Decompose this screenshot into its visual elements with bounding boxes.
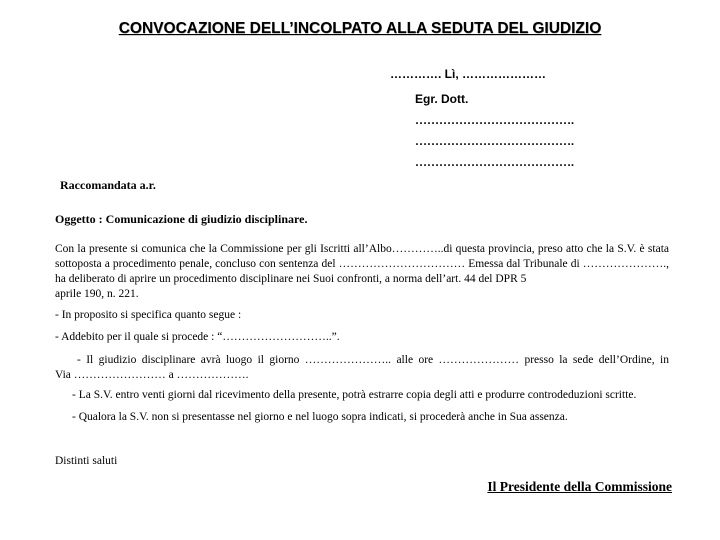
body-paragraph [55,242,669,302]
recipient-salutation: Egr. Dott. [415,92,469,106]
charge-line: - Addebito per il quale si procede : “………………………..”. [55,331,340,343]
document-title: CONVOCAZIONE DELL’INCOLPATO ALLA SEDUTA DEL GIUDIZIO [118,20,602,37]
hearing-line: - Il giudizio disciplinare avrà luogo il giorno ………………….. alle ore ………………… presso la sede dell’Ordine, in [77,354,669,366]
mail-type: Raccomandata a.r. [60,178,156,192]
body-paragraph-text: Con la presente si comunica che la Commissione per gli Iscritti all’Albo…………..di questa provincia, preso atto che la S.V. è stata sottoposta a procedimento penale, concluso con sentenza del …………………………… Emessa dal Tribunale di …………………., ha deliberato di aprire un procedimento disciplinare nei Suoi confronti, a norma dell’art. 44 del DPR 5 [55,243,669,285]
copies-line: - La S.V. entro venti giorni dal ricevimento della presente, potrà estrarre copia degli atti e produrre controdeduzioni scritte. [72,389,637,401]
closing-salutation: Distinti saluti [55,455,118,467]
address-line-3: …………………………………. [415,155,574,169]
address-line-1: …………………………………. [415,113,574,127]
hearing-line-end: Via …………………… a ………………. [55,369,249,381]
body-paragraph-end: aprile 190, n. 221. [55,288,139,300]
place-date-line: …………. Lì, ………………… [390,67,546,81]
hearing-paragraph [55,353,669,383]
signature-line: Il Presidente della Commissione [487,479,672,494]
absence-line: - Qualora la S.V. non si presentasse nel giorno e nel luogo sopra indicati, si procederà anche in Sua assenza. [72,411,568,423]
subject-line: Oggetto : Comunicazione di giudizio disciplinare. [55,212,308,226]
address-line-2: …………………………………. [415,134,574,148]
specify-line: - In proposito si specifica quanto segue : [55,309,242,321]
